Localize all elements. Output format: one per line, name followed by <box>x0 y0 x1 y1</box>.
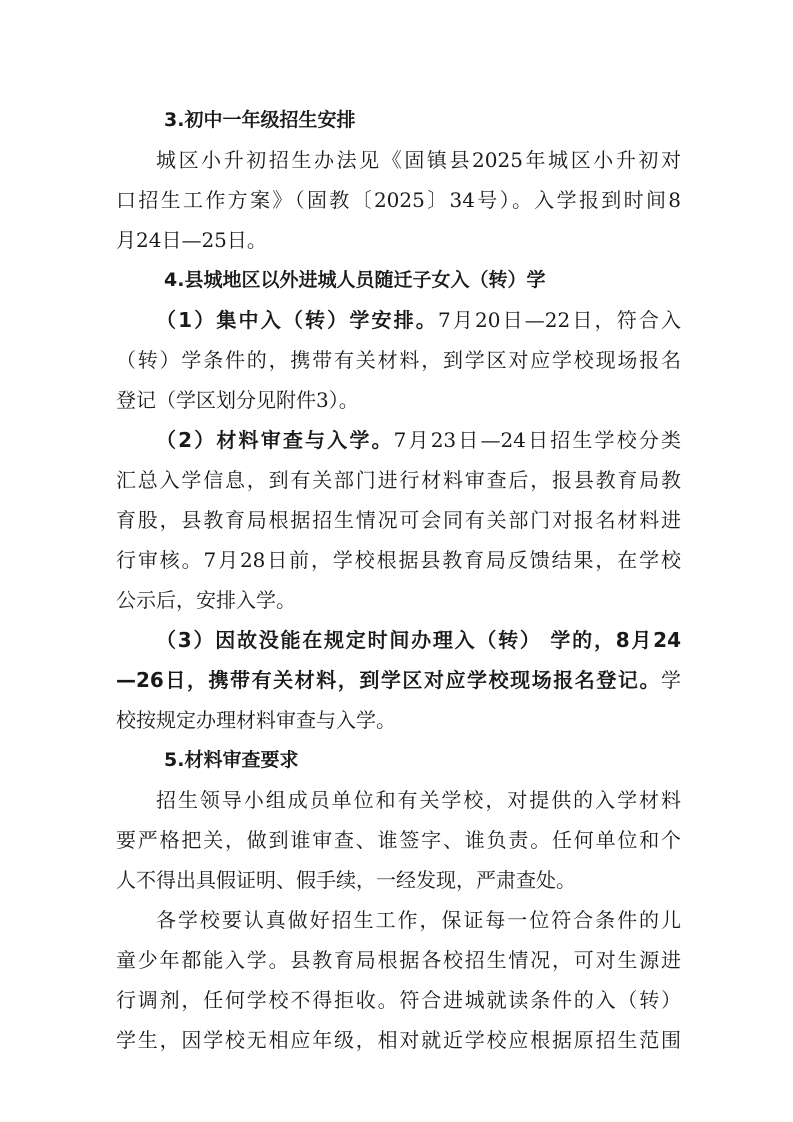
item-2-text: 7月23日—24日招生学校分类 <box>393 428 682 452</box>
document-page <box>116 100 681 1060</box>
paragraph-line: 月24日—25日。 <box>116 228 267 252</box>
section-5-paragraph-1 <box>116 780 681 900</box>
item-2-lead: （2）材料审查与入学。 <box>156 428 394 452</box>
section-4-item-3 <box>116 620 681 740</box>
section-3-paragraph <box>116 140 681 260</box>
item-1-lead: （1）集中入（转）学安排。 <box>156 308 438 332</box>
paragraph-line: 口招生工作方案》（固教〔2025〕34号）。入学报到时间8 <box>116 188 681 212</box>
paragraph-line: （转）学条件的，携带有关材料，到学区对应学校现场报名 <box>116 348 681 372</box>
item-3-lead-line-1: （3）因故没能在规定时间办理入（转） 学的，8月24 <box>156 628 681 652</box>
item-1-text: 7月20日—22日，符合入 <box>437 308 682 332</box>
paragraph-line <box>116 660 681 700</box>
paragraph-line: 各学校要认真做好招生工作，保证每一位符合条件的儿 <box>156 908 681 932</box>
paragraph-line: 学生，因学校无相应年级，相对就近学校应根据原招生范围 <box>116 1028 681 1052</box>
section-3-heading: 3.初中一年级招生安排 <box>164 109 356 131</box>
paragraph-line: 行调剂，任何学校不得拒收。符合进城就读条件的入（转） <box>116 988 681 1012</box>
paragraph-line: 要严格把关，做到谁审查、谁签字、谁负责。任何单位和个 <box>116 828 681 852</box>
paragraph-line: 登记（学区划分见附件3）。 <box>116 388 359 412</box>
section-4-item-2 <box>116 420 681 620</box>
paragraph-line: 行审核。7月28日前，学校根据县教育局反馈结果，在学校 <box>116 548 681 572</box>
section-5-heading: 5.材料审查要求 <box>164 749 299 771</box>
paragraph-line <box>116 420 681 460</box>
paragraph-line: 育股，县教育局根据招生情况可会同有关部门对报名材料进 <box>116 508 681 532</box>
paragraph-line: 招生领导小组成员单位和有关学校，对提供的入学材料 <box>156 788 681 812</box>
paragraph-line: 童少年都能入学。县教育局根据各校招生情况，可对生源进 <box>116 948 681 972</box>
paragraph-line: 公示后，安排入学。 <box>116 588 296 612</box>
paragraph-line: 校按规定办理材料审查与入学。 <box>116 708 396 732</box>
section-5-paragraph-2 <box>116 900 681 1060</box>
paragraph-line: 人不得出具假证明、假手续，一经发现，严肃查处。 <box>116 868 576 892</box>
paragraph-line: 汇总入学信息，到有关部门进行材料审查后，报县教育局教 <box>116 468 681 492</box>
section-4-item-1 <box>116 300 681 420</box>
paragraph-line: 城区小升初招生办法见《固镇县2025年城区小升初对 <box>156 148 681 172</box>
paragraph-line <box>116 300 681 340</box>
item-3-text: 学 <box>661 668 681 692</box>
item-3-lead-line-2: —26日，携带有关材料，到学区对应学校现场报名登记。 <box>116 668 661 692</box>
section-4-heading: 4.县城地区以外进城人员随迁子女入（转）学 <box>164 269 546 291</box>
